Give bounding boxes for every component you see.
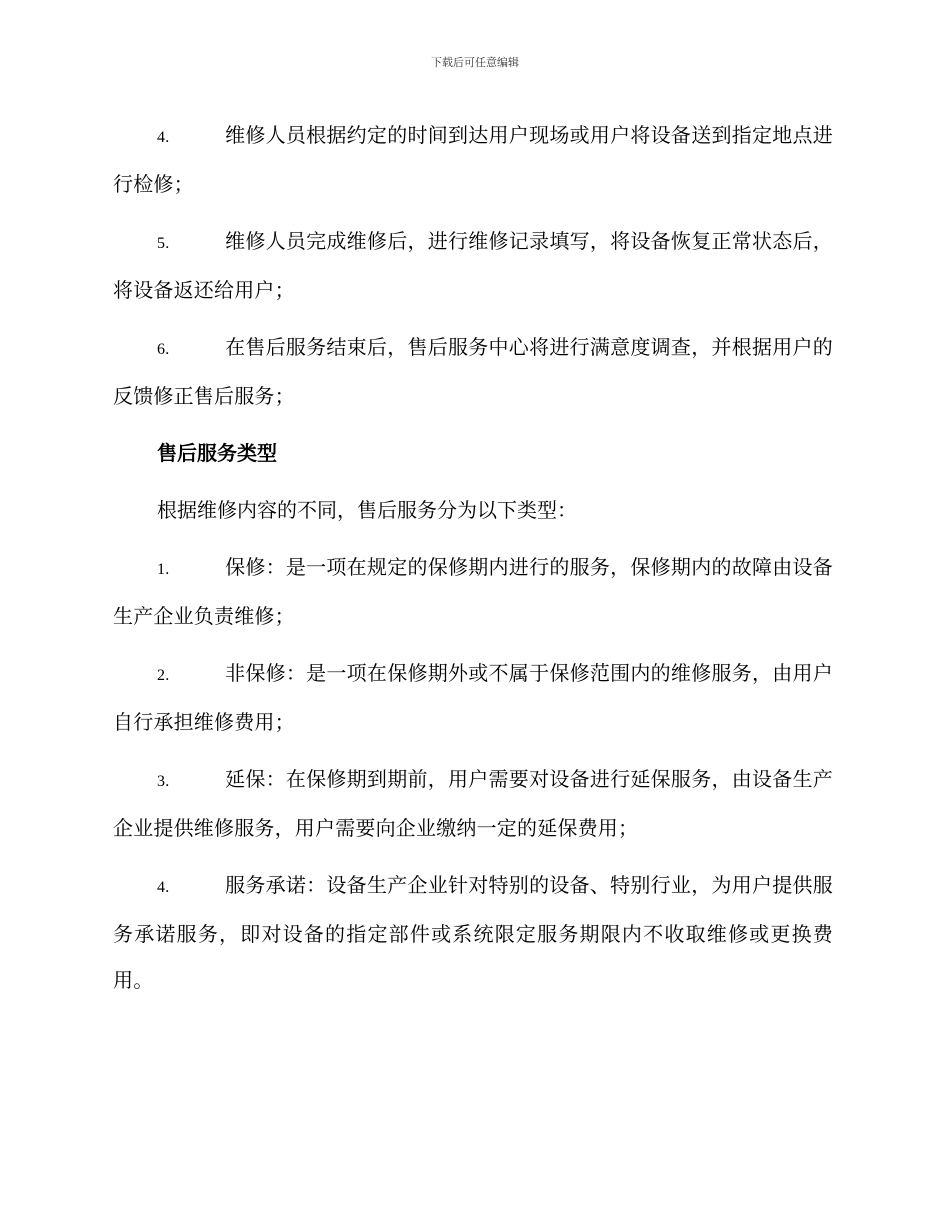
list-item-type-3 — [113, 756, 833, 851]
list-number: 1. — [157, 561, 170, 578]
list-number: 6. — [157, 341, 170, 358]
list-item-type-4 — [113, 862, 833, 1003]
list-number: 2. — [157, 667, 170, 684]
list-number: 3. — [157, 773, 170, 790]
section-heading: 售后服务类型 — [157, 441, 277, 465]
list-item-step-6 — [113, 324, 833, 419]
list-item-type-2 — [113, 650, 833, 745]
list-number: 4. — [157, 129, 170, 146]
list-item-step-5 — [113, 218, 833, 313]
section-intro: 根据维修内容的不同，售后服务分为以下类型： — [157, 498, 577, 522]
list-text: 保修：是一项在规定的保修期内进行的服务，保修期内的故障由设备生产企业负责维修； — [113, 555, 833, 628]
list-text: 延保：在保修期到期前，用户需要对设备进行延保服务，由设备生产企业提供维修服务，用户需要向企业缴纳一定的延保费用； — [113, 767, 833, 840]
list-number: 5. — [157, 235, 170, 252]
page-header: 下载后可任意编辑 — [431, 56, 519, 69]
list-item-step-4 — [113, 112, 833, 207]
document-body — [113, 112, 833, 1014]
list-number: 4. — [157, 879, 170, 896]
list-text: 维修人员根据约定的时间到达用户现场或用户将设备送到指定地点进行检修； — [113, 123, 833, 196]
list-text: 服务承诺：设备生产企业针对特别的设备、特别行业，为用户提供服务承诺服务，即对设备的指定部件或系统限定服务期限内不收取维修或更换费用。 — [113, 873, 833, 992]
list-text: 非保修：是一项在保修期外或不属于保修范围内的维修服务，由用户自行承担维修费用； — [113, 661, 833, 734]
list-text: 在售后服务结束后，售后服务中心将进行满意度调查，并根据用户的反馈修正售后服务； — [113, 335, 833, 408]
list-item-type-1 — [113, 544, 833, 639]
list-text: 维修人员完成维修后，进行维修记录填写，将设备恢复正常状态后，将设备返还给用户； — [113, 229, 833, 302]
